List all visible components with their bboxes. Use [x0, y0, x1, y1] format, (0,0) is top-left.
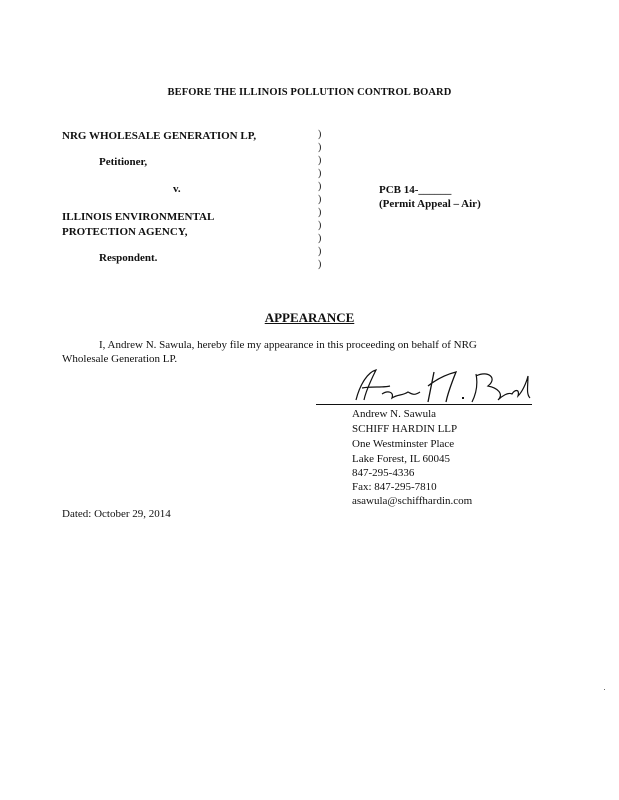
respondent-name-line1: ILLINOIS ENVIRONMENTAL: [62, 211, 215, 223]
caption-paren: ): [318, 220, 322, 231]
respondent-name-line2: PROTECTION AGENCY,: [62, 226, 188, 238]
signer-firm: SCHIFF HARDIN LLP: [352, 423, 458, 435]
caption-paren: ): [318, 259, 322, 270]
petitioner-name: NRG WHOLESALE GENERATION LP,: [62, 130, 257, 142]
date-line: Dated: October 29, 2014: [62, 508, 171, 520]
caption-paren: ): [318, 142, 322, 153]
caption-paren: ): [318, 181, 322, 192]
case-number: PCB 14-______: [379, 184, 452, 196]
signature-line: [316, 404, 532, 405]
body-line-1: I, Andrew N. Sawula, hereby file my appearance in this proceeding on behalf of NRG: [99, 339, 477, 351]
caption-paren: ): [318, 129, 322, 140]
caption-paren: ): [318, 155, 322, 166]
signer-fax: Fax: 847-295-7810: [352, 481, 437, 493]
versus-label: v.: [173, 183, 181, 195]
caption-paren: ): [318, 246, 322, 257]
case-type: (Permit Appeal – Air): [379, 198, 481, 210]
caption-paren: ): [318, 233, 322, 244]
court-heading: BEFORE THE ILLINOIS POLLUTION CONTROL BOARD: [167, 87, 452, 98]
signer-email: asawula@schiffhardin.com: [352, 495, 473, 507]
handwritten-signature: [342, 364, 542, 408]
signer-name: Andrew N. Sawula: [352, 408, 437, 420]
caption-paren: ): [318, 168, 322, 179]
scan-speck: [604, 689, 605, 690]
caption-paren: ): [318, 194, 322, 205]
signer-phone: 847-295-4336: [352, 467, 415, 479]
signer-address-2: Lake Forest, IL 60045: [352, 453, 450, 465]
petitioner-role: Petitioner,: [99, 156, 148, 168]
body-line-2: Wholesale Generation LP.: [62, 353, 178, 365]
respondent-role: Respondent.: [99, 252, 158, 264]
document-title: APPEARANCE: [264, 310, 355, 325]
signer-address-1: One Westminster Place: [352, 438, 455, 450]
caption-paren: ): [318, 207, 322, 218]
